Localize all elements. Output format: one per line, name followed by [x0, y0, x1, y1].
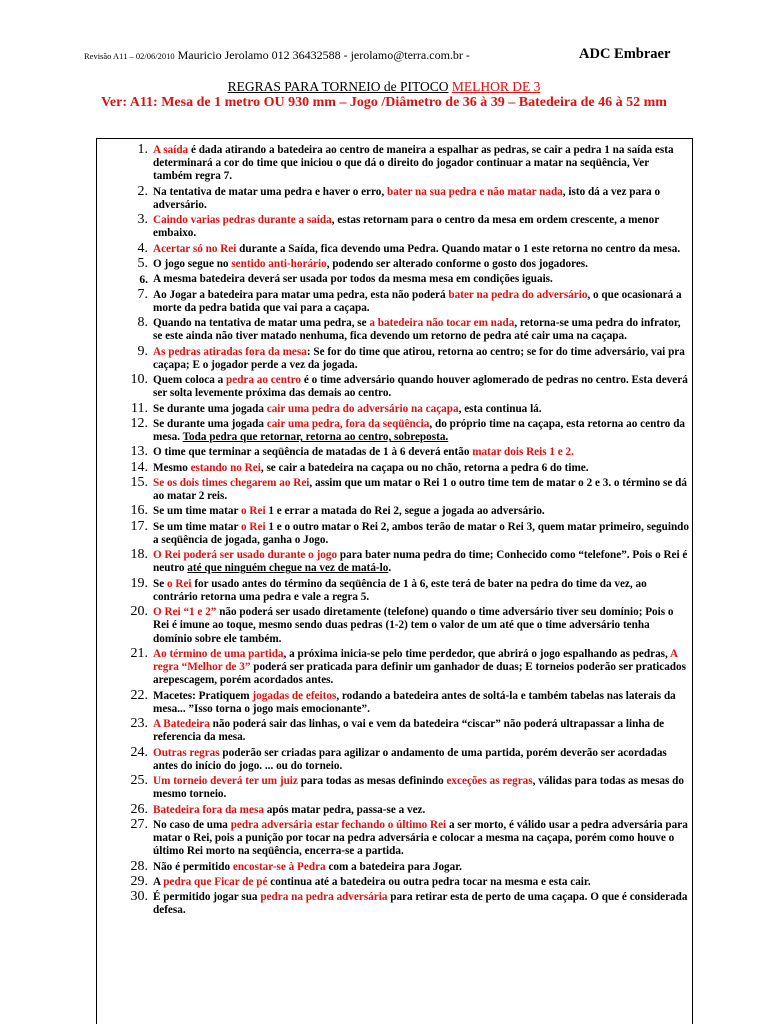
rule-item [99, 816, 689, 859]
rule-highlight: Outras regras [153, 746, 220, 759]
rule-number: 24. [130, 744, 148, 760]
rule-item [99, 286, 689, 315]
rule-text: , rodando a batedeira antes de soltá-la e também tabelas nas laterais da mesa... ”Isso torna o jogo mais emocionante”. [153, 689, 676, 715]
rule-item [99, 687, 689, 716]
rule-number: 21. [130, 645, 148, 661]
rule-number: 4. [137, 240, 148, 256]
rule-item [99, 183, 689, 212]
rule-text: Se um time matar [153, 505, 242, 518]
rule-item [99, 858, 689, 874]
rule-highlight: Um torneio deverá ter um juiz [153, 775, 298, 788]
rule-number: 23. [130, 716, 148, 732]
rule-text: , isto dá a vez para o adversário. [153, 185, 661, 211]
title-main: REGRAS PARA TORNEIO de PITOCO [227, 79, 449, 94]
rule-text: após matar pedra, passa-se a vez. [263, 803, 426, 816]
title-highlight: MELHOR DE 3 [451, 79, 541, 94]
rule-text: O time que terminar a seqüência de matadas de 1 à 6 deverá então [153, 446, 473, 459]
rule-text: Quem coloca a [153, 374, 227, 387]
rule-highlight: cair uma pedra do adversário na caçapa [266, 402, 459, 415]
rule-highlight: o Rei [241, 520, 266, 533]
rule-item [99, 474, 689, 503]
contact-text: Mauricio Jerolamo 012 36432588 - jerolamo@terra.com.br - [174, 48, 470, 62]
rule-text: , do próprio time na caçapa, esta retorna ao centro da mesa. [153, 417, 686, 444]
rule-item [99, 343, 689, 372]
rule-number: 29. [130, 873, 148, 889]
rule-item [99, 575, 689, 604]
revision-text: Revisão A11 – 02/06/2010 [84, 51, 175, 61]
rule-highlight: O Rei “1 e 2” [153, 606, 217, 619]
rule-highlight: pedra que Ficar de pé [163, 875, 268, 888]
rule-number: 2. [137, 183, 148, 199]
rule-highlight: estando no Rei [190, 461, 261, 474]
rule-item [99, 518, 689, 547]
rule-highlight: encostar-se à Pedra [232, 860, 326, 873]
rule-number: 30. [130, 889, 148, 905]
rule-text: , assim que um matar o Rei 1 o outro time tem de matar o 2 e 3. o término se dá ao matar 2 reis. [153, 476, 687, 503]
rule-text: A [153, 875, 164, 888]
rule-text: , podendo ser alterado conforme o gosto dos jogadores. [326, 258, 588, 270]
rule-highlight: As pedras atiradas fora da mesa [153, 345, 307, 358]
rule-item [99, 775, 689, 801]
rule-item [99, 645, 689, 688]
rule-text: para bater numa pedra do time; Conhecido como “telefone”. Pois o Rei é neutro [153, 549, 688, 575]
rule-text: é dada atirando a batedeira ao centro de maneira a espalhar as pedras, se cair a pedra 1 na saída esta determinará a cor do time que iniciou o que dá o direito do jogador continuar a matar na seqüência, Ver também regra 7. [153, 144, 674, 183]
rule-text: , estas retornam para o centro da mesa em ordem crescente, a menor embaixo. [153, 214, 659, 240]
rule-number: 12. [130, 415, 148, 431]
rule-highlight: o Rei [241, 505, 266, 518]
rule-highlight: A Batedeira [153, 718, 210, 731]
rule-text: não poderá ser usado diretamente (telefone) quando o time adversário tiver seu domínio; Pois o Rei é imune ao toque, mesmo sendo duas pedras (1-2) tem o valor de um até que o time adversário tenha domínio sobre ele também. [153, 606, 674, 645]
rule-highlight: matar dois Reis 1 e 2. [472, 446, 574, 459]
rule-text: No caso de uma [153, 818, 231, 831]
rule-text: , retorna-se uma pedra do infrator, se este ainda não tiver matado nenhuma, fica devendo um retorno de pedra até cair uma na caçapa. [153, 317, 681, 343]
rule-highlight: cair uma pedra, fora da seqüência [266, 417, 430, 430]
rule-item [99, 606, 689, 646]
rules-list [99, 144, 689, 920]
rule-text: Se [153, 577, 167, 590]
rule-text: é o time adversário quando houver aglomerado de pedras no centro. Esta deverá ser solta levemente próxima das demais ao centro. [153, 374, 688, 400]
rule-text: 1 e errar a matada do Rei 2, segue a jogada ao adversário. [265, 505, 545, 518]
rule-highlight: pedra ao centro [226, 374, 302, 387]
rule-number: 3. [137, 212, 148, 228]
rule-highlight: sentido anti-horário [231, 258, 327, 270]
rule-text: for usado antes do término da seqüência de 1 à 6, este terá de bater na pedra do time da vez, ao contrário retorna uma pedra e vale a regra 5. [153, 577, 647, 603]
rule-text: poderão ser criadas para agilizar o andamento de uma partida, porém deverão ser acordadas antes do início do jogo. ... ou do torneio. [153, 746, 667, 772]
rule-item [99, 400, 689, 416]
rule-number: 27. [130, 816, 148, 832]
rule-highlight: Ao término de uma partida [153, 647, 284, 660]
document-subtitle: Ver: A11: Mesa de 1 metro OU 930 mm – Jogo /Diâmetro de 36 à 39 – Batedeira de 46 à 52 mm [101, 95, 667, 110]
rule-highlight: bater na sua pedra e não matar nada [386, 185, 563, 198]
rule-highlight: jogadas de efeitos [252, 689, 337, 702]
rule-item [99, 258, 689, 271]
rule-text: É permitido jogar sua [153, 891, 261, 904]
rule-highlight: a batedeira não tocar em nada [369, 317, 515, 330]
rule-highlight: O Rei poderá ser usado durante o jogo [153, 549, 338, 562]
rule-number: 10. [130, 372, 148, 388]
rule-text: Não é permitido [153, 860, 233, 873]
rule-number: 6. [139, 274, 148, 287]
rule-text: Ao Jogar a batedeira para matar uma pedra, esta não poderá [153, 288, 449, 301]
rule-highlight: pedra na pedra adversária [260, 891, 388, 904]
rule-item [99, 374, 689, 400]
rule-text: 1 e o outro matar o Rei 2, ambos terão de matar o Rei 3, quem matar primeiro, seguindo a seqüência de jogada, ganha o Jogo. [153, 520, 689, 546]
rule-item [99, 214, 689, 240]
rule-item [99, 459, 689, 475]
rule-item [99, 240, 689, 256]
rule-item [99, 744, 689, 773]
rule-number: 13. [130, 444, 148, 460]
rule-text: para todas as mesas definindo [297, 775, 447, 788]
rule-item [99, 549, 689, 575]
page-header [0, 44, 768, 70]
rule-text: Quando na tentativa de matar uma pedra, se [153, 317, 370, 330]
rule-text: : Se for do time que atirou, retorna ao centro; se for do time adversário, vai pra caçapa; E o jogador perde a vez da jogada. [153, 345, 685, 371]
rule-number: 14. [130, 459, 148, 475]
rule-text: , válidas para todas as mesas do mesmo torneio. [153, 775, 684, 801]
rule-number: 7. [137, 286, 148, 302]
rule-item [99, 873, 689, 889]
rule-item [99, 273, 689, 286]
rule-number: 26. [130, 801, 148, 817]
rule-item [99, 446, 689, 459]
rule-number: 18. [130, 547, 148, 563]
rule-item [99, 718, 689, 744]
rule-text: Se um time matar [153, 520, 242, 533]
rule-text: , se cair a batedeira na caçapa ou no chão, retorna a pedra 6 do time. [260, 461, 589, 474]
organization-name: ADC Embraer [579, 46, 671, 62]
rule-number: 5. [137, 256, 148, 271]
rule-item [99, 891, 689, 917]
rule-text: , o que ocasionará a morte da pedra batida que vai para a caçapa. [153, 288, 682, 314]
rule-text: continua até a batedeira ou outra pedra tocar na mesma e esta cair. [267, 875, 591, 888]
rule-text: Mesmo [153, 461, 191, 474]
rule-text: Se durante uma jogada [153, 417, 267, 430]
rule-text: com a batedeira para Jogar. [325, 860, 462, 873]
document-title [0, 79, 768, 95]
rule-number: 16. [130, 503, 148, 519]
rule-highlight: Se os dois times chegarem ao Rei [153, 476, 310, 489]
rule-highlight: Acertar só no Rei [153, 242, 237, 255]
rule-highlight: bater na pedra do adversário [448, 288, 588, 301]
rule-highlight: A saída [153, 144, 189, 156]
rule-number: 8. [137, 315, 148, 331]
rule-text: Se durante uma jogada [153, 402, 267, 415]
rule-item [99, 144, 689, 184]
rule-number: 25. [130, 773, 148, 789]
rule-text: Na tentativa de matar uma pedra e haver o erro, [153, 185, 387, 198]
rule-text: , a próxima inicia-se pelo time perdedor, que abrirá o jogo espalhando as pedras, [283, 647, 671, 660]
rule-highlight: Batedeira fora da mesa [153, 803, 264, 816]
rule-number: 15. [130, 474, 148, 490]
header-left [84, 48, 470, 63]
rule-text: a ser morto, é válido usar a pedra adversária para matar o Rei, pois a punição por tocar na pedra adversária e colocar a mesma na caçapa, porém como houve o último Rei morto na seqüência, encerra-se a partida. [153, 818, 688, 858]
rule-number: 9. [137, 343, 148, 359]
rule-number: 20. [130, 604, 148, 620]
rule-highlight: exceções as regras [446, 775, 533, 788]
rule-number: 11. [131, 400, 148, 416]
rule-text: até que ninguém chegue na vez de matá-lo [187, 562, 389, 575]
rule-text: para retirar esta de perto de uma caçapa. O que é considerada defesa. [153, 891, 688, 917]
rule-item [99, 317, 689, 343]
rule-text: O jogo segue no [153, 258, 232, 270]
rule-number: 17. [130, 518, 148, 534]
rule-item [99, 505, 689, 518]
rule-highlight: o Rei [166, 577, 192, 590]
rule-number: 1. [137, 142, 148, 157]
rule-number: 19. [130, 575, 148, 591]
rule-highlight: pedra adversária estar fechando o último Rei [230, 818, 447, 831]
rule-number: 22. [130, 687, 148, 703]
rule-item [99, 415, 689, 444]
rule-highlight: A regra “Melhor de 3” [153, 647, 678, 674]
rule-text: poderá ser praticada para definir um ganhador de duas; E torneios poderão ser praticados arepescagem, porém acordados antes. [153, 661, 686, 687]
rule-text: Macetes: Pratiquem [153, 689, 253, 702]
rule-text: não poderá sair das linhas, o vai e vem da batedeira “ciscar” não poderá ultrapassar a linha de referencia da mesa. [153, 718, 665, 744]
rule-text: Toda pedra que retornar, retorna ao centro, sobreposta. [182, 431, 449, 444]
rule-text: durante a Saída, fica devendo uma Pedra. Quando matar o 1 este retorna no centro da mesa. [236, 242, 681, 255]
rule-text: A mesma batedeira deverá ser usada por todos da mesma mesa em condições iguais. [153, 273, 553, 286]
rule-number: 28. [130, 858, 148, 874]
rule-highlight: Caindo varias pedras durante a saída [153, 214, 332, 227]
rule-text: , esta continua lá. [458, 402, 542, 415]
rule-text: . [388, 562, 392, 575]
rule-item [99, 801, 689, 817]
